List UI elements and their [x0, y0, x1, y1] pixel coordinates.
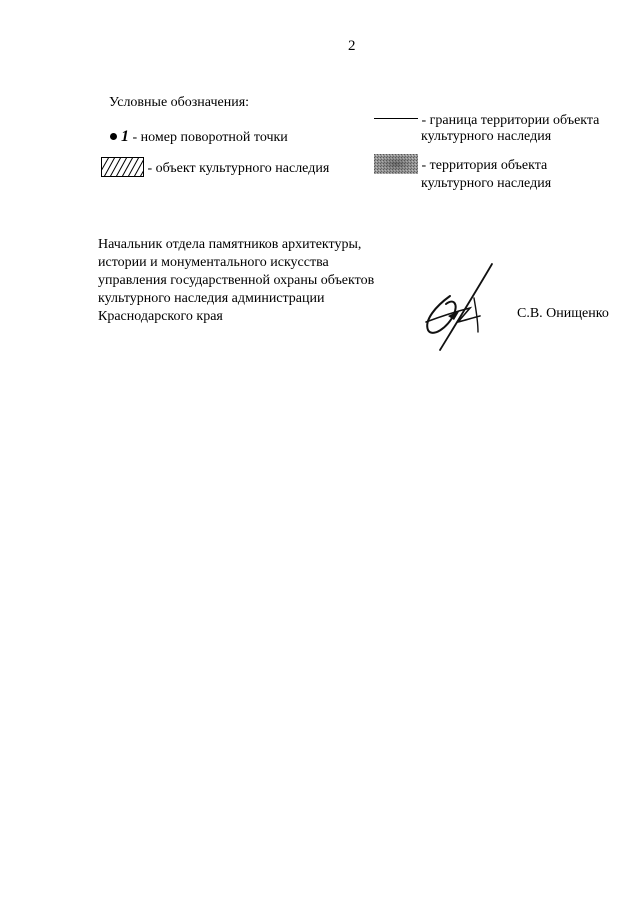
signer-name: С.В. Онищенко	[517, 306, 609, 321]
signature-block	[98, 236, 374, 326]
boundary-text-line1: - граница территории объекта	[421, 113, 600, 128]
position-line-4: культурного наследия администрации	[98, 291, 325, 306]
legend-turning-point	[110, 129, 288, 146]
legend-title: Условные обозначения:	[109, 95, 250, 110]
territory-text-line1: - территория объекта	[421, 158, 548, 174]
page-number: 2	[348, 38, 356, 54]
heritage-object-text: - объект культурного наследия	[147, 161, 330, 177]
boundary-text-line2: культурного наследия	[421, 129, 552, 144]
point-number: 1	[121, 128, 129, 145]
position-line-1: Начальник отдела памятников архитектуры,	[98, 237, 362, 252]
legend-heritage-object	[101, 159, 329, 179]
territory-text-line2: культурного наследия	[421, 176, 552, 191]
handwritten-signature	[418, 258, 498, 358]
hatch-pattern-icon	[101, 157, 144, 177]
territory-texture-icon	[374, 154, 418, 174]
legend-territory	[374, 156, 551, 192]
position-line-5: Краснодарского края	[98, 309, 223, 324]
position-line-2: истории и монументального искусства	[98, 255, 329, 270]
turning-point-text: - номер поворотной точки	[132, 130, 288, 145]
point-dot-icon	[110, 133, 117, 140]
legend-boundary	[374, 113, 599, 145]
position-line-3: управления государственной охраны объектов	[98, 273, 375, 288]
boundary-line-icon	[374, 118, 418, 119]
